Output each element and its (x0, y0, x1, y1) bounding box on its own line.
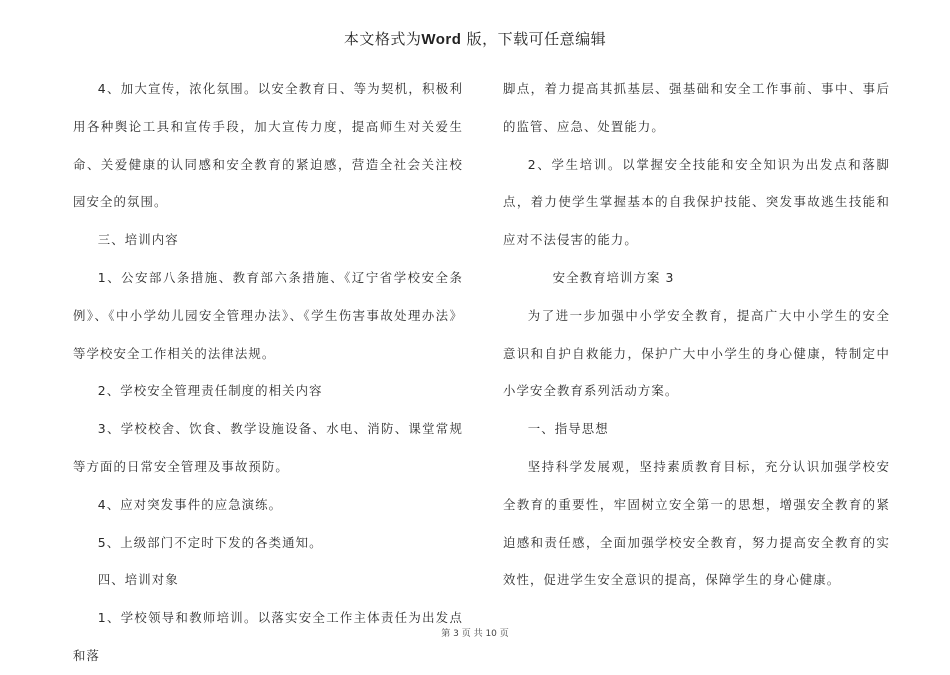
left-column (73, 70, 463, 675)
header-text-post: 版，下载可任意编辑 (461, 30, 607, 48)
header-text-bold: Word (421, 31, 462, 48)
paragraph: 5、上级部门不定时下发的各类通知。 (97, 534, 323, 550)
document-subtitle: 安全教育培训方案 3 (552, 269, 675, 285)
header-text-pre: 本文格式为 (343, 30, 422, 48)
section-heading: 四、培训对象 (97, 572, 179, 588)
paragraph: 2、学生培训。以掌握安全技能和安全知识为出发点和落脚点，着力使学生掌握基本的自我保护技能、突发事故逃生技能和应对不法侵害的能力。 (503, 156, 890, 248)
paragraph: 4、应对突发事件的应急演练。 (97, 496, 283, 512)
paragraph: 2、学校安全管理责任制度的相关内容 (97, 383, 323, 399)
paragraph: 为了进一步加强中小学安全教育，提高广大中小学生的安全意识和自护自救能力，保护广大中小学生的身心健康，特制定中小学安全教育系列活动方案。 (503, 307, 890, 399)
page-header (0, 28, 950, 49)
total-page-count: 10 (485, 629, 497, 639)
footer-pre: 第 (441, 629, 454, 639)
paragraph: 1、公安部八条措施、教育部六条措施、《辽宁省学校安全条例》、《中小学幼儿园安全管理办法》、《学生伤害事故处理办法》等学校安全工作相关的法律法规。 (73, 269, 463, 361)
paragraph: 坚持科学发展观，坚持素质教育目标，充分认识加强学校安全教育的重要性，牢固树立安全第一的思想，增强安全教育的紧迫感和责任感，全面加强学校安全教育，努力提高安全教育的实效性，促进学生安全意识的提高，保障学生的身心健康。 (503, 458, 890, 588)
paragraph: 1、学校领导和教师培训。以落实安全工作主体责任为出发点和落 (73, 610, 463, 663)
paragraph: 3、学校校舍、饮食、教学设施设备、水电、消防、课堂常规等方面的日常安全管理及事故预防。 (73, 421, 463, 474)
section-heading: 三、培训内容 (97, 232, 179, 248)
footer-post: 页 (496, 629, 509, 639)
current-page-number: 3 (453, 629, 459, 639)
paragraph: 4、加大宣传，浓化氛围。以安全教育日、等为契机，积极利用各种舆论工具和宣传手段，加大宣传力度，提高师生对关爱生命、关爱健康的认同感和安全教育的紧迫感，营造全社会关注校园安全的氛围。 (73, 81, 463, 210)
paragraph-continued: 脚点，着力提高其抓基层、强基础和安全工作事前、事中、事后的监管、应急、处置能力。 (503, 81, 890, 134)
section-heading: 一、指导思想 (527, 421, 609, 437)
page-footer (0, 626, 950, 639)
footer-mid: 页 共 (458, 629, 486, 639)
right-column (503, 70, 890, 599)
